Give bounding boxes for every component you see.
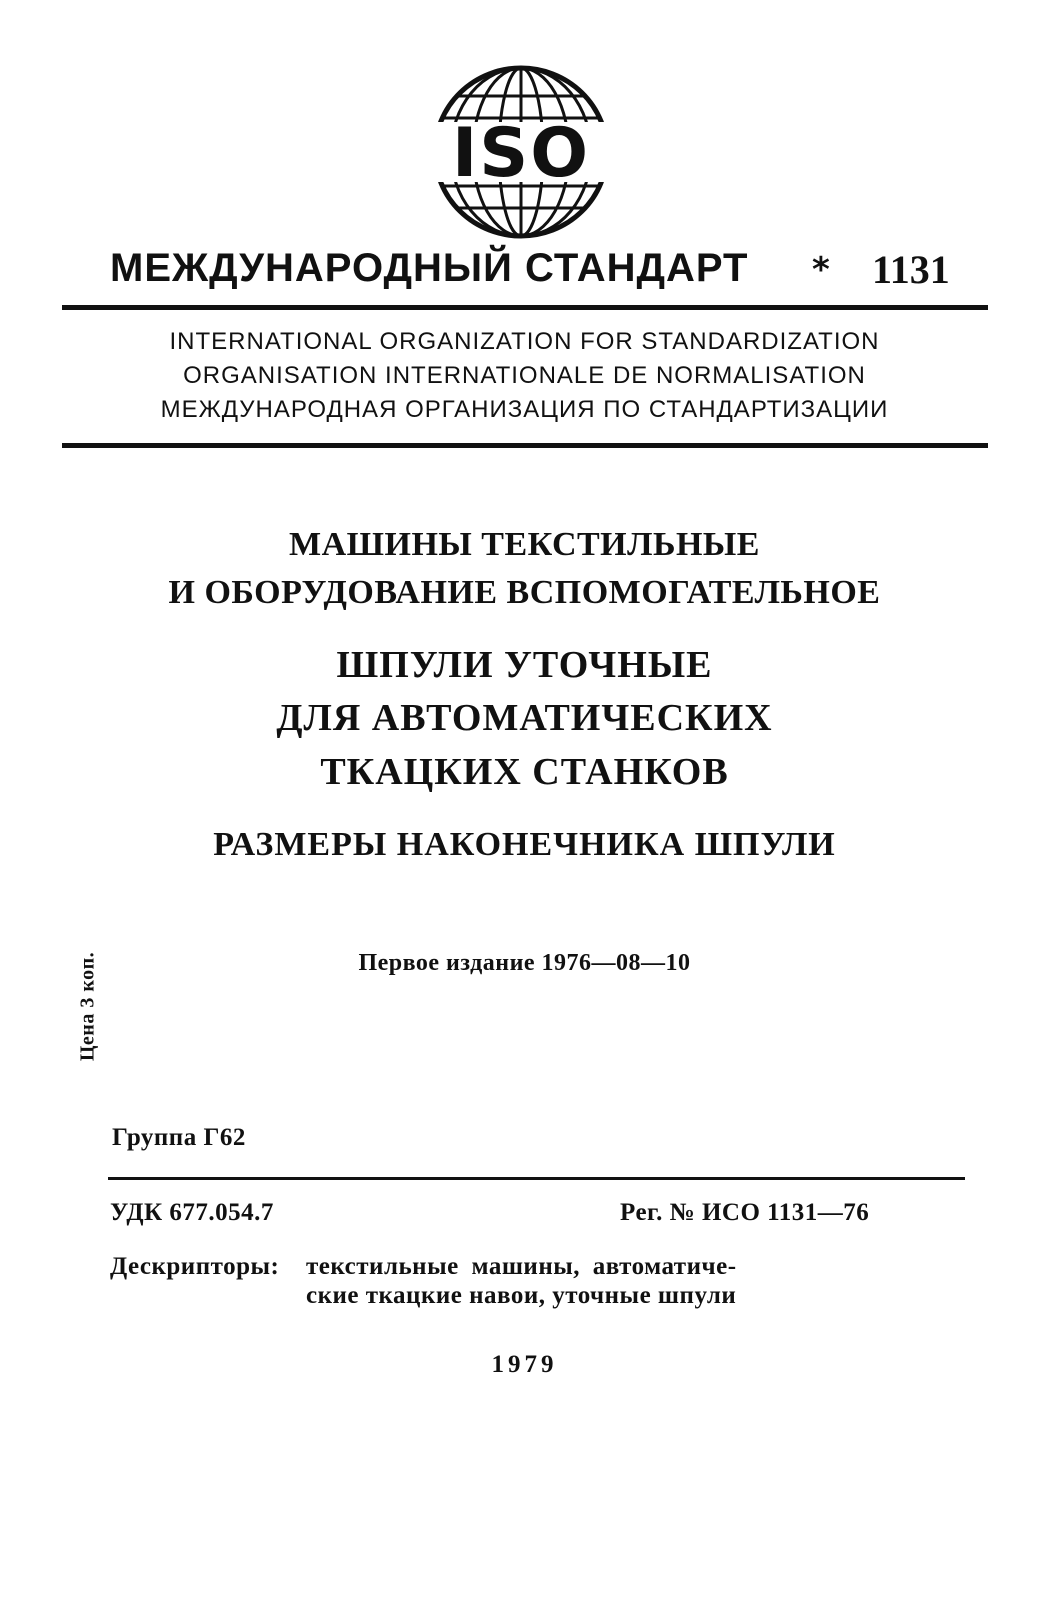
registration-number: Рег. № ИСО 1131—76 [620, 1199, 870, 1226]
section-title-line1: МАШИНЫ ТЕКСТИЛЬНЫЕ [289, 526, 760, 563]
standard-number: 1131 [872, 247, 950, 292]
main-title-line3: ТКАЦКИХ СТАНКОВ [320, 751, 729, 793]
price-label: Цена 3 коп. [76, 951, 99, 1062]
organization-name-en: INTERNATIONAL ORGANIZATION FOR STANDARDIZATION [169, 328, 880, 355]
document-type-title: МЕЖДУНАРОДНЫЙ СТАНДАРТ [110, 246, 749, 290]
bottom-divider [108, 1177, 965, 1180]
logo-text: ISO [451, 114, 591, 193]
descriptors-line1: текстильные машины, автоматиче- [306, 1253, 737, 1280]
iso-globe-logo [428, 62, 614, 242]
organization-name-ru: МЕЖДУНАРОДНАЯ ОРГАНИЗАЦИЯ ПО СТАНДАРТИЗАЦИИ [160, 396, 889, 423]
group-code: Группа Г62 [112, 1124, 246, 1151]
footnote-star: * [812, 250, 830, 290]
subtitle: РАЗМЕРЫ НАКОНЕЧНИКА ШПУЛИ [213, 826, 836, 863]
top-divider [62, 305, 988, 310]
descriptors-label: Дескрипторы: [110, 1253, 280, 1280]
section-title-line2: И ОБОРУДОВАНИЕ ВСПОМОГАТЕЛЬНОЕ [168, 574, 881, 611]
publication-year: 1979 [491, 1351, 558, 1378]
main-title-line1: ШПУЛИ УТОЧНЫЕ [336, 644, 713, 686]
edition-date: Первое издание 1976—08—10 [358, 950, 691, 976]
middle-divider [62, 443, 988, 448]
main-title-line2: ДЛЯ АВТОМАТИЧЕСКИХ [276, 697, 773, 739]
udk-code: УДК 677.054.7 [110, 1199, 274, 1226]
organization-name-fr: ORGANISATION INTERNATIONALE DE NORMALISATION [183, 362, 866, 389]
descriptors-line2: ские ткацкие навои, уточные шпули [306, 1282, 737, 1309]
